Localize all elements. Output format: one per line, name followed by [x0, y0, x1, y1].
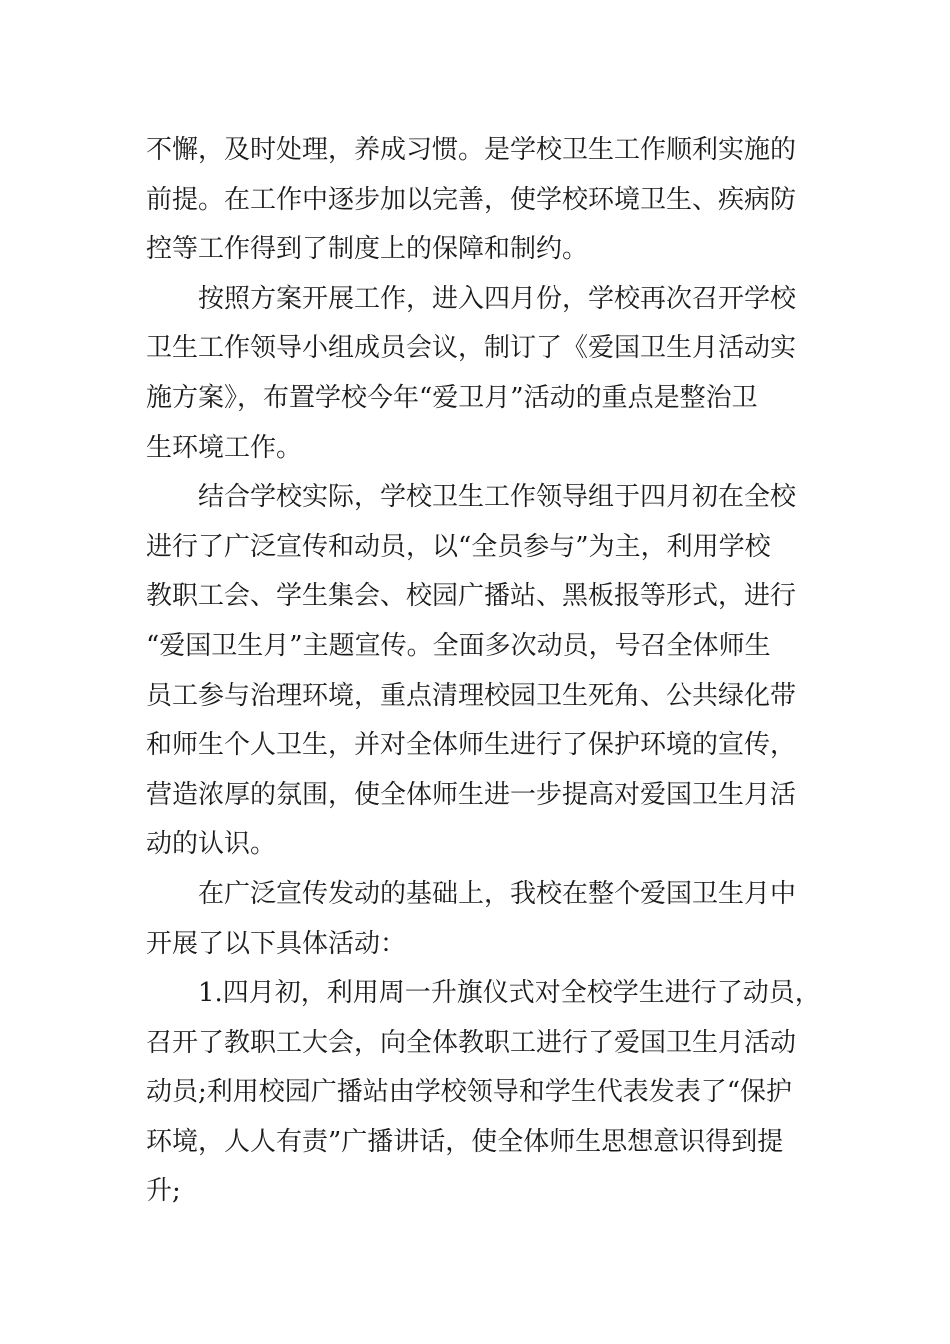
- paragraph-5-line-5: 升;: [146, 1176, 181, 1207]
- paragraph-3-line-5: 员工参与治理环境，重点清理校园卫生死角、公共绿化带: [146, 680, 797, 711]
- paragraph-3-line-3: 教职工会、学生集会、校园广播站、黑板报等形式，进行: [146, 581, 797, 612]
- paragraph-3-line-1: 结合学校实际，学校卫生工作领导组于四月初在全校: [198, 482, 797, 513]
- paragraph-2-line-4: 生环境工作。: [146, 432, 303, 463]
- paragraph-1-line-3: 控等工作得到了制度上的保障和制约。: [146, 234, 589, 265]
- paragraph-1-line-2: 前提。在工作中逐步加以完善，使学校环境卫生、疾病防: [146, 184, 797, 215]
- paragraph-3-line-2: 进行了广泛宣传和动员，以“全员参与”为主，利用学校: [146, 531, 771, 562]
- paragraph-3-line-7: 营造浓厚的氛围，使全体师生进一步提高对爱国卫生月活: [146, 779, 797, 810]
- paragraph-5-line-4: 环境，人人有责”广播讲话，使全体师生思想意识得到提: [146, 1126, 784, 1157]
- paragraph-2-line-2: 卫生工作领导小组成员会议，制订了《爱国卫生月活动实: [146, 333, 797, 364]
- paragraph-2-line-3: 施方案》，布置学校今年“爱卫月”活动的重点是整治卫: [146, 382, 758, 413]
- paragraph-4-line-1: 在广泛宣传发动的基础上，我校在整个爱国卫生月中: [198, 878, 797, 909]
- paragraph-3-line-6: 和师生个人卫生，并对全体师生进行了保护环境的宣传，: [146, 730, 797, 761]
- paragraph-3-line-4: “爱国卫生月”主题宣传。全面多次动员，号召全体师生: [146, 630, 771, 661]
- paragraph-5-line-3: 动员;利用校园广播站由学校领导和学生代表发表了“保护: [146, 1077, 793, 1108]
- paragraph-2-line-1: 按照方案开展工作，进入四月份，学校再次召开学校: [198, 283, 797, 314]
- paragraph-1-line-1: 不懈，及时处理，养成习惯。是学校卫生工作顺利实施的: [146, 135, 797, 165]
- paragraph-4-line-2: 开展了以下具体活动：: [146, 928, 407, 959]
- paragraph-3-line-8: 动的认识。: [146, 829, 277, 860]
- paragraph-5-line-1: 1.四月初，利用周一升旗仪式对全校学生进行了动员，: [198, 978, 821, 1009]
- document-body: [146, 126, 821, 1217]
- paragraph-5-line-2: 召开了教职工大会，向全体教职工进行了爱国卫生月活动: [146, 1027, 797, 1058]
